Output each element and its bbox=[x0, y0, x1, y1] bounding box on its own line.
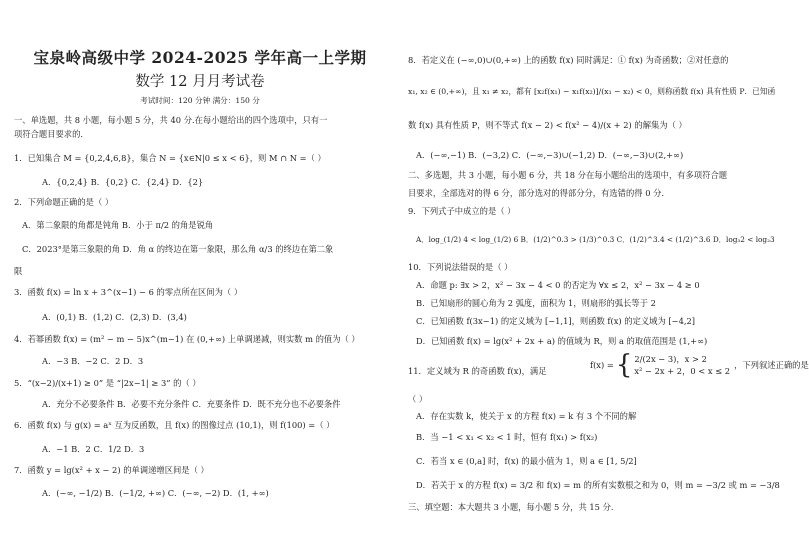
left-line-11: A．−3 B．−2 C．2 D．3 bbox=[42, 356, 144, 366]
right-line-7: A．log_(1/2) 4 < log_(1/2) 6 B．(1/2)^0.3 > (1/3)^0.3 C．(1/2)^3.4 < (1/2)^3.6 D．log₃2 < log₂3 bbox=[416, 235, 775, 244]
piecewise-tail: ，下列叙述正确的是 bbox=[734, 360, 809, 370]
left-line-2: 1．已知集合 M = {0,2,4,6,8}，集合 N = {x∈N|0 ≤ x < 6}，则 M ∩ N =（ ） bbox=[14, 153, 326, 163]
right-line-9: A．命题 p: ∃x > 2，x² − 3x − 4 < 0 的否定为 ∀x ≤ 2，x² − 3x − 4 ≥ 0 bbox=[416, 280, 700, 290]
left-line-5: A．第二象限的角都是钝角 B．小于 π/2 的角是锐角 bbox=[22, 220, 214, 230]
left-line-10: 4．若幂函数 f(x) = (m² − m − 5)x^(m−1) 在 (0,+∞) 上单调递减，则实数 m 的值为（ ） bbox=[14, 334, 360, 344]
left-line-17: A．(−∞, −1/2) B．(−1/2, +∞) C．(−∞, −2) D．(1, +∞) bbox=[42, 488, 269, 498]
left-line-13: A．充分不必要条件 B．必要不充分条件 C．充要条件 D．既不充分也不必要条件 bbox=[42, 399, 341, 409]
right-line-14: （ ） bbox=[408, 394, 428, 404]
left-line-1: 项符合题目要求的. bbox=[14, 129, 84, 139]
piecewise-definition bbox=[590, 352, 809, 378]
right-line-11: C．已知函数 f(3x−1) 的定义域为 [−1,1]，则函数 f(x) 的定义域为 [−4,2] bbox=[416, 316, 696, 326]
left-line-3: A．{0,2,4} B．{0,2} C．{2,4} D．{2} bbox=[42, 177, 204, 187]
right-line-16: B．当 −1 < x₁ < x₂ < 1 时，恒有 f(x₁) > f(x₂) bbox=[416, 432, 598, 442]
right-line-10: B．已知扇形的圆心角为 2 弧度，面积为 1，则扇形的弧长等于 2 bbox=[416, 298, 656, 308]
left-line-8: 3．函数 f(x) = ln x + 3^(x−1) − 6 的零点所在区间为（ ） bbox=[14, 287, 243, 297]
left-line-14: 6．函数 f(x) 与 g(x) = aˣ 互为反函数，且 f(x) 的图像过点 (10,1)，则 f(100) =（ ） bbox=[14, 420, 335, 430]
left-line-16: 7．函数 y = lg(x² + x − 2) 的单调递增区间是（ ） bbox=[14, 465, 209, 475]
right-line-17: C．若当 x ∈ (0,a] 时，f(x) 的最小值为 1，则 a ∈ [1, 5/2] bbox=[416, 456, 637, 466]
piecewise-cases bbox=[634, 353, 730, 377]
right-line-5: 目要求，全部选对的得 6 分，部分选对的得部分分，有选错的得 0 分. bbox=[408, 188, 665, 198]
left-line-4: 2．下列命题正确的是（ ） bbox=[14, 197, 114, 207]
left-line-0: 一、单选题，共 8 小题，每小题 5 分，共 40 分.在每小题给出的四个选项中，只有一 bbox=[14, 115, 328, 125]
left-line-7: 限 bbox=[14, 266, 23, 276]
exam-info: 考试时间：120 分钟 满分：150 分 bbox=[140, 96, 260, 105]
right-column bbox=[404, 0, 809, 560]
page-title: 宝泉岭高级中学 2024-2025 学年高一上学期 bbox=[33, 48, 367, 67]
right-line-2: 数 f(x) 具有性质 P，则不等式 f(x − 2) < f(x² − 4)/(x + 2) 的解集为（ ） bbox=[408, 120, 687, 130]
right-line-13: 11．定义域为 R 的奇函数 f(x)，满足 bbox=[408, 366, 547, 376]
left-line-12: 5．“(x−2)/(x+1) ≥ 0” 是 “|2x−1| ≥ 3” 的（ ） bbox=[14, 378, 201, 388]
piecewise-label: f(x) = bbox=[590, 360, 614, 370]
right-line-12: D．已知函数 f(x) = lg(x² + 2x + a) 的值域为 R，则 a 的取值范围是 (1,+∞) bbox=[416, 336, 708, 346]
left-line-15: A．−1 B．2 C．1/2 D．3 bbox=[42, 444, 145, 454]
left-line-6: C．2023°是第三象限的角 D．角 α 的终边在第一象限，那么角 α/3 的终边在第二象 bbox=[22, 244, 334, 254]
right-line-3: A．(−∞,−1) B．(−3,2) C．(−∞,−3)∪(−1,2) D．(−∞,−3)∪(2,+∞) bbox=[416, 150, 684, 160]
exam-subtitle: 数学 12 月月考试卷 bbox=[135, 74, 265, 90]
right-line-1: x₁, x₂ ∈ (0,+∞)，且 x₁ ≠ x₂，都有 [x₂f(x₁) − x₁f(x₂)]/(x₁ − x₂) < 0，则称函数 f(x) 具有性质 P．已知函 bbox=[408, 87, 776, 96]
right-line-19: 三、填空题：本大题共 3 小题，每小题 5 分，共 15 分. bbox=[408, 502, 614, 512]
left-column bbox=[10, 0, 390, 560]
piecewise-case-1: 2/(2x − 3)，x > 2 bbox=[634, 354, 707, 364]
right-line-8: 10．下列说法错误的是（ ） bbox=[408, 262, 513, 272]
right-line-0: 8．若定义在 (−∞,0)∪(0,+∞) 上的函数 f(x) 同时满足：① f(x) 为奇函数；②对任意的 bbox=[408, 55, 729, 65]
left-line-9: A．(0,1) B．(1,2) C．(2,3) D．(3,4) bbox=[42, 312, 187, 322]
piecewise-case-2: x² − 2x + 2，0 < x ≤ 2 bbox=[634, 366, 731, 376]
right-line-15: A．存在实数 k，使关于 x 的方程 f(x) = k 有 3 个不同的解 bbox=[416, 411, 637, 421]
right-line-18: D．若关于 x 的方程 f(x) = 3/2 和 f(x) = m 的所有实数根之和为 0，则 m = −3/2 或 m = −3/8 bbox=[416, 480, 780, 490]
right-line-6: 9．下列式子中成立的是（ ） bbox=[408, 206, 516, 216]
right-line-4: 二、多选题，共 3 小题，每小题 6 分，共 18 分在每小题给出的选项中，有多项符合题 bbox=[408, 170, 728, 180]
piecewise-brace: { bbox=[615, 350, 633, 380]
